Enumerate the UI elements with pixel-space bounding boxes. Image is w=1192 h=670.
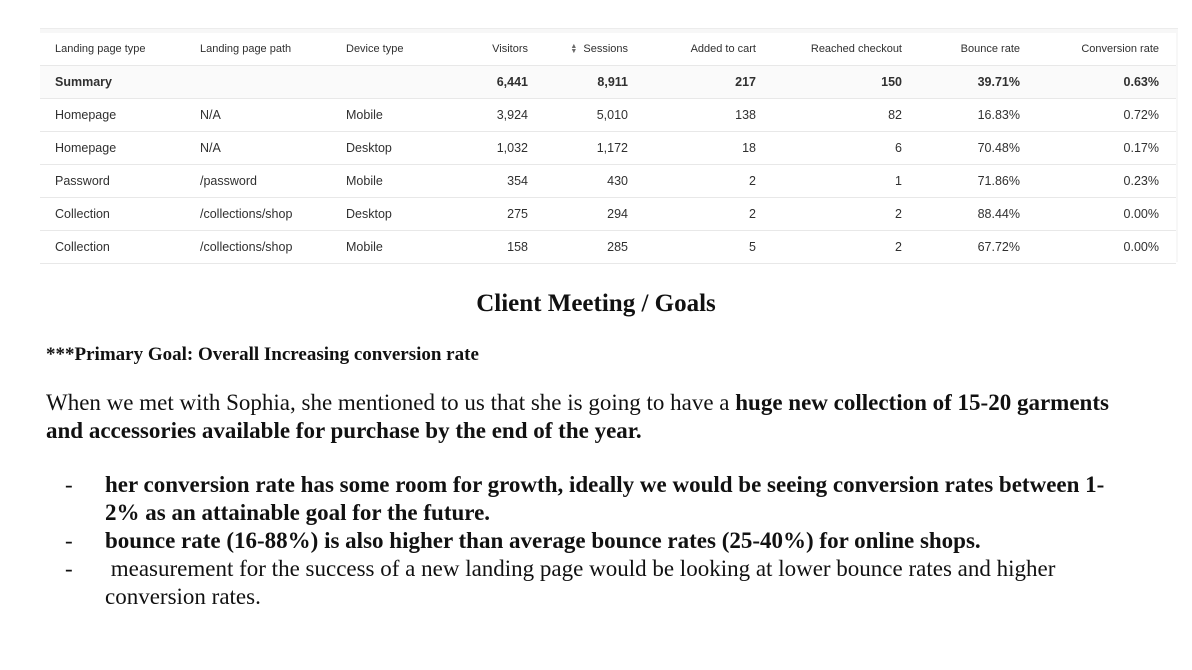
bullet-bounce-rate: [46, 527, 1105, 555]
cell-landing-page-type: Collection: [40, 231, 200, 264]
summary-row: [40, 66, 1176, 99]
cell-device-type: Desktop: [346, 132, 452, 165]
cell-bounce-rate: 67.72%: [902, 231, 1020, 264]
cell-added-to-cart: 2: [628, 198, 756, 231]
cell-landing-page-type: Homepage: [40, 99, 200, 132]
table-row[interactable]: [40, 99, 1176, 132]
cell-landing-page-path: /collections/shop: [200, 198, 346, 231]
cell-reached-checkout: 2: [756, 231, 902, 264]
paragraph-plain-text: When we met with Sophia, she mentioned to us that she is going to have a: [46, 390, 736, 415]
summary-added-to-cart: 217: [628, 66, 756, 99]
table-row[interactable]: [40, 198, 1176, 231]
cell-visitors: 275: [452, 198, 528, 231]
bullet-conversion-rate: [46, 471, 1105, 527]
summary-path: [200, 66, 346, 99]
summary-label: Summary: [40, 66, 200, 99]
cell-bounce-rate: 88.44%: [902, 198, 1020, 231]
column-header-added-to-cart[interactable]: Added to cart: [628, 33, 756, 66]
summary-conversion-rate: 0.63%: [1020, 66, 1176, 99]
cell-conversion-rate: 0.00%: [1020, 198, 1176, 231]
cell-visitors: 3,924: [452, 99, 528, 132]
bullet-dash: -: [65, 556, 73, 581]
column-header-sessions-label: Sessions: [583, 43, 628, 55]
cell-reached-checkout: 2: [756, 198, 902, 231]
summary-reached-checkout: 150: [756, 66, 902, 99]
table-row[interactable]: [40, 165, 1176, 198]
column-header-landing-page-path[interactable]: Landing page path: [200, 33, 346, 66]
cell-added-to-cart: 2: [628, 165, 756, 198]
primary-goal: ***Primary Goal: Overall Increasing conversion rate: [46, 344, 479, 365]
cell-reached-checkout: 82: [756, 99, 902, 132]
cell-reached-checkout: 1: [756, 165, 902, 198]
table-row[interactable]: [40, 231, 1176, 264]
summary-visitors: 6,441: [452, 66, 528, 99]
cell-sessions: 1,172: [528, 132, 628, 165]
bullet-text: her conversion rate has some room for growth, ideally we would be seeing conversion rates between 1-2% as an attainable goal for the future.: [105, 472, 1105, 525]
meeting-summary-paragraph: [46, 389, 1136, 445]
bullet-dash: -: [65, 528, 73, 553]
summary-sessions: 8,911: [528, 66, 628, 99]
cell-landing-page-type: Password: [40, 165, 200, 198]
paragraph-bold-text: huge new collection of 15-20 garments and accessories available for purchase by the end of the year.: [46, 390, 1109, 443]
column-header-reached-checkout[interactable]: Reached checkout: [756, 33, 902, 66]
cell-bounce-rate: 71.86%: [902, 165, 1020, 198]
bullet-text: bounce rate (16-88%) is also higher than average bounce rates (25-40%) for online shops.: [105, 528, 981, 553]
cell-landing-page-path: N/A: [200, 99, 346, 132]
summary-device: [346, 66, 452, 99]
cell-device-type: Mobile: [346, 99, 452, 132]
document-title: Client Meeting / Goals: [476, 290, 716, 317]
cell-conversion-rate: 0.23%: [1020, 165, 1176, 198]
summary-bounce-rate: 39.71%: [902, 66, 1020, 99]
cell-device-type: Mobile: [346, 231, 452, 264]
landing-page-report-table: [40, 33, 1176, 264]
cell-added-to-cart: 18: [628, 132, 756, 165]
cell-sessions: 294: [528, 198, 628, 231]
cell-visitors: 354: [452, 165, 528, 198]
bullet-measurement: [46, 555, 1105, 611]
bullet-dash: -: [65, 472, 73, 497]
cell-landing-page-type: Collection: [40, 198, 200, 231]
cell-conversion-rate: 0.00%: [1020, 231, 1176, 264]
cell-landing-page-path: /password: [200, 165, 346, 198]
cell-landing-page-type: Homepage: [40, 132, 200, 165]
bullet-text: measurement for the success of a new landing page would be looking at lower bounce rates and higher conversion rates.: [105, 556, 1062, 609]
cell-conversion-rate: 0.72%: [1020, 99, 1176, 132]
sort-icon[interactable]: ▲ ▼: [570, 43, 578, 56]
column-header-visitors[interactable]: Visitors: [452, 33, 528, 66]
cell-landing-page-path: N/A: [200, 132, 346, 165]
cell-landing-page-path: /collections/shop: [200, 231, 346, 264]
goal-bullet-list: [46, 471, 1146, 611]
cell-visitors: 158: [452, 231, 528, 264]
column-header-sessions[interactable]: [528, 33, 628, 66]
cell-device-type: Desktop: [346, 198, 452, 231]
cell-sessions: 430: [528, 165, 628, 198]
column-header-landing-page-type[interactable]: Landing page type: [40, 33, 200, 66]
cell-added-to-cart: 5: [628, 231, 756, 264]
column-header-conversion-rate[interactable]: Conversion rate: [1020, 33, 1176, 66]
cell-visitors: 1,032: [452, 132, 528, 165]
cell-conversion-rate: 0.17%: [1020, 132, 1176, 165]
cell-sessions: 285: [528, 231, 628, 264]
cell-added-to-cart: 138: [628, 99, 756, 132]
cell-device-type: Mobile: [346, 165, 452, 198]
cell-reached-checkout: 6: [756, 132, 902, 165]
table-row[interactable]: [40, 132, 1176, 165]
meeting-notes: [46, 285, 1146, 611]
table-header-row: [40, 33, 1176, 66]
column-header-bounce-rate[interactable]: Bounce rate: [902, 33, 1020, 66]
cell-bounce-rate: 70.48%: [902, 132, 1020, 165]
column-header-device-type[interactable]: Device type: [346, 33, 452, 66]
cell-bounce-rate: 16.83%: [902, 99, 1020, 132]
cell-sessions: 5,010: [528, 99, 628, 132]
